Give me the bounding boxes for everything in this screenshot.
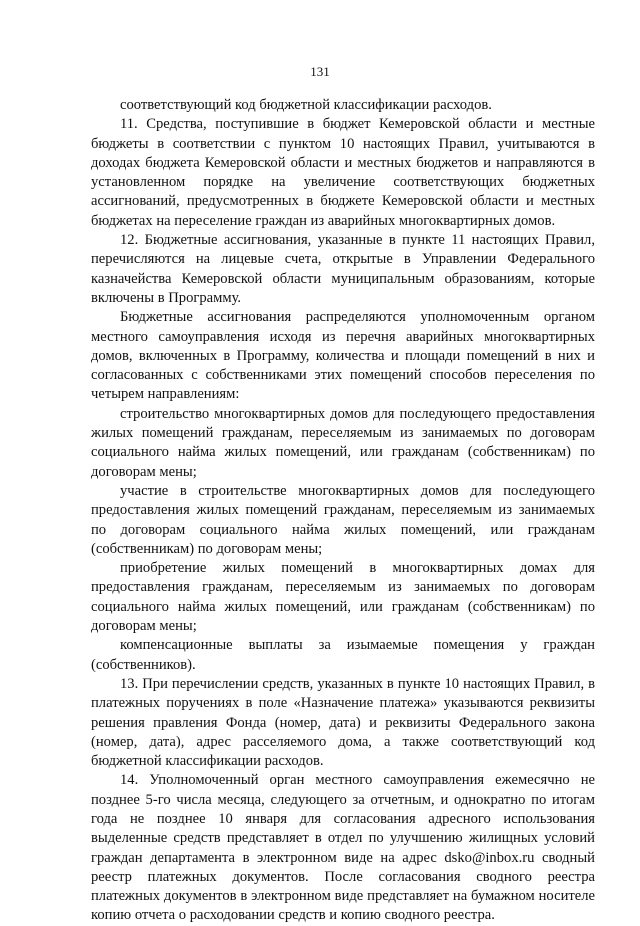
paragraph-10: 14. Уполномоченный орган местного самоуправления ежемесячно не позднее 5-го числа месяца, следующего за отчетным, и однократно по итогам года не позднее 10 января для согласования адресного использования выделенные средств представляет в отдел по улучшению жилищных условий граждан департамента в электронном виде на адрес dsko@inbox.ru сводный реестр платежных документов. После согласования сводного реестра платежных документов в электронном виде представляет на бумажном носителе копию отчета о расходовании средств и копию сводного реестра. [91,772,595,924]
paragraph-1: соответствующий код бюджетной классификации расходов. [120,97,492,113]
paragraph-7: приобретение жилых помещений в многоквартирных домах для предоставления гражданам, переселяемым из занимаемых по договорам социального найма жилых помещений, или гражданам (собственникам) по договорам мены; [91,560,595,635]
paragraph-6: участие в строительстве многоквартирных домов для последующего предоставления жилых помещений гражданам, переселяемым из занимаемых по договорам социального найма жилых помещений, или гражданам (собственникам) по договорам мены; [91,482,595,557]
paragraph-4: Бюджетные ассигнования распределяются уполномоченным органом местного самоуправления исходя из перечня аварийных многоквартирных домов, включенных в Программу, количества и площади помещений в них и согласованных с собственниками этих помещений способов переселения по четырем направлениям: [91,309,595,403]
paragraph-8: компенсационные выплаты за изымаемые помещения у граждан (собственников). [91,637,595,673]
paragraph-9: 13. При перечислении средств, указанных в пункте 10 настоящих Правил, в платежных поручениях в поле «Назначение платежа» указываются реквизиты решения правления Фонда (номер, дата) и реквизиты Федерального закона (номер, дата), адрес расселяемого дома, а также соответствующий код бюджетной классификации расходов. [91,675,595,770]
paragraph-3: 12. Бюджетные ассигнования, указанные в пункте 11 настоящих Правил, перечисляются на лицевые счета, открытые в Управлении Федерального казначейства Кемеровской области муниципальным образованиям, которые включены в Программу. [91,232,595,306]
paragraph-2: 11. Средства, поступившие в бюджет Кемеровской области и местные бюджеты в соответствии с пунктом 10 настоящих Правил, учитываются в доходах бюджета Кемеровской области и местных бюджетов и направляются в установленном порядке на увеличение соответствующих бюджетных ассигнований, предусмотренных в бюджете Кемеровской области и местных бюджетах на переселение граждан из аварийных многоквартирных домов. [91,116,595,229]
paragraph-5: строительство многоквартирных домов для последующего предоставления жилых помещений гражданам, переселяемым из занимаемых по договорам социального найма жилых помещений, или гражданам (собственникам) по договорам мены; [91,405,595,480]
document-body [91,96,595,926]
page-number: 131 [310,64,330,79]
